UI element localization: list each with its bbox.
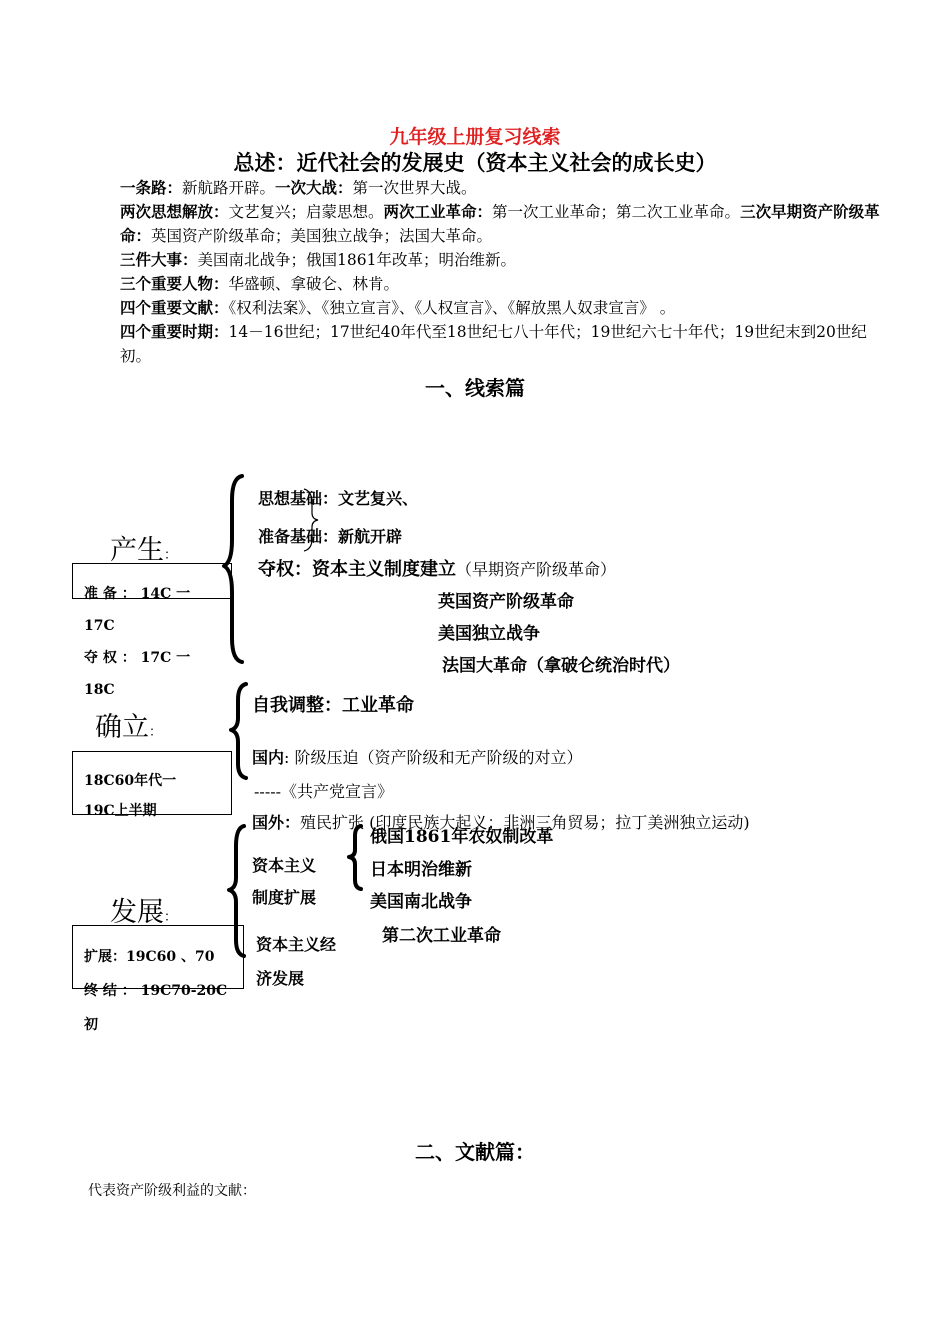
summary-line [120, 296, 880, 320]
summary-value: 第一次工业革命；第二次工业革命。 [492, 203, 741, 221]
seize-key: 夺权：资本主义制度建立 [258, 559, 456, 580]
summary-key: 一条路： [120, 178, 183, 197]
summary-value: 英国资产阶级革命；美国独立战争；法国大革命。 [151, 227, 493, 245]
summary-key: 一次大战： [275, 178, 353, 197]
seize-note: （早期资产阶级革命） [456, 560, 617, 579]
summary-key: 三个重要人物： [120, 274, 229, 293]
period-text-develop [84, 940, 234, 1042]
prep-basis: 准备基础：新航开辟 [258, 527, 403, 546]
summary-value: 华盛顿、拿破仑、林肯。 [228, 275, 400, 293]
summary-value: 美国南北战争；俄国1861年改革；明治维新。 [197, 251, 516, 269]
economic-development [256, 928, 336, 996]
domestic-text: : 阶级压迫（资产阶级和无产阶级的对立） [284, 748, 583, 767]
seize-line [258, 555, 616, 581]
period-seize: 夺 权 ： 17C 一 18C [84, 650, 191, 698]
summary-key: 四个重要时期： [120, 322, 229, 341]
stage-label-colon: ： [149, 725, 163, 740]
stage-label-text: 产生 [110, 535, 164, 566]
period-text-establish: 18C60年代一19C上半期 [84, 773, 177, 819]
revolution-usa: 美国独立战争 [438, 624, 540, 644]
revolution-france: 法国大革命（拿破仑统治时代） [442, 656, 680, 676]
summary-key: 三件大事： [120, 250, 198, 269]
period-prep: 准 备 ： 14C 一 17C [84, 586, 191, 634]
domestic-line [252, 745, 583, 768]
stage-label-develop [110, 890, 177, 929]
system-expansion-line: 资本主义 [252, 856, 317, 875]
summary-value: 《权利法案》、《独立宣言》、《人权宣言》、《解放黑人奴隶宣言》 。 [228, 299, 676, 317]
economic-development-line: 济发展 [256, 969, 305, 988]
summary-value: 14－16世纪；17世纪40年代至18世纪七八十年代；19世纪六七十年代；19世纪末到20世纪初。 [120, 323, 867, 365]
summary-line [120, 176, 880, 200]
summary-key: 两次工业革命： [383, 202, 493, 221]
summary-block [120, 176, 880, 368]
revolution-england: 英国资产阶级革命 [438, 592, 574, 612]
document-subtitle: 总述：近代社会的发展史（资本主义社会的成长史） [233, 150, 717, 175]
thought-basis: 思想基础：文艺复兴、 [258, 489, 419, 508]
system-expansion-line: 制度扩展 [252, 888, 317, 907]
summary-line [120, 320, 880, 368]
section-title-documents: 二、文献篇： [415, 1140, 535, 1164]
document-title: 九年级上册复习线索 [389, 126, 561, 148]
second-industrial-revolution: 第二次工业革命 [382, 926, 501, 946]
summary-line [120, 272, 880, 296]
summary-line [120, 200, 880, 248]
stage-label-text: 发展 [110, 897, 164, 928]
foreign-text: 殖民扩张 (印度民族大起义；非洲三角贸易；拉丁美洲独立运动) [300, 813, 750, 832]
economic-development-line: 资本主义经 [256, 935, 337, 954]
stage-label-birth [110, 528, 177, 567]
period-end: 终 结 ： 19C70-20C 初 [84, 983, 228, 1033]
summary-key: 三次早期资产阶级革命： [120, 202, 880, 245]
stage-label-establish [95, 705, 162, 744]
domestic-key: 国内 [252, 748, 285, 767]
manifesto-line: -----《共产党宣言》 [254, 782, 394, 801]
reform-russia: 俄国1861年农奴制改革 [370, 827, 554, 847]
self-adjustment: 自我调整：工业革命 [252, 695, 414, 716]
summary-key: 两次思想解放： [120, 202, 229, 221]
foreign-key: 国外： [252, 813, 301, 832]
summary-key: 四个重要文献： [120, 298, 229, 317]
stage-label-colon: ： [164, 548, 178, 563]
stage-label-text: 确立 [95, 712, 149, 743]
period-expand: 扩展：19C60 、70 [84, 949, 215, 965]
period-text-birth [84, 578, 224, 706]
stage-label-colon: ： [164, 910, 178, 925]
summary-line [120, 248, 880, 272]
civil-war-usa: 美国南北战争 [370, 892, 472, 912]
summary-value: 第一次世界大战。 [352, 179, 477, 197]
summary-value: 文艺复兴；启蒙思想。 [228, 203, 384, 221]
section-title-clues: 一、线索篇 [425, 376, 525, 400]
reform-japan: 日本明治维新 [370, 860, 472, 880]
summary-value: 新航路开辟。 [182, 179, 276, 197]
system-expansion [252, 850, 316, 914]
documents-caption: 代表资产阶级利益的文献： [88, 1183, 256, 1199]
